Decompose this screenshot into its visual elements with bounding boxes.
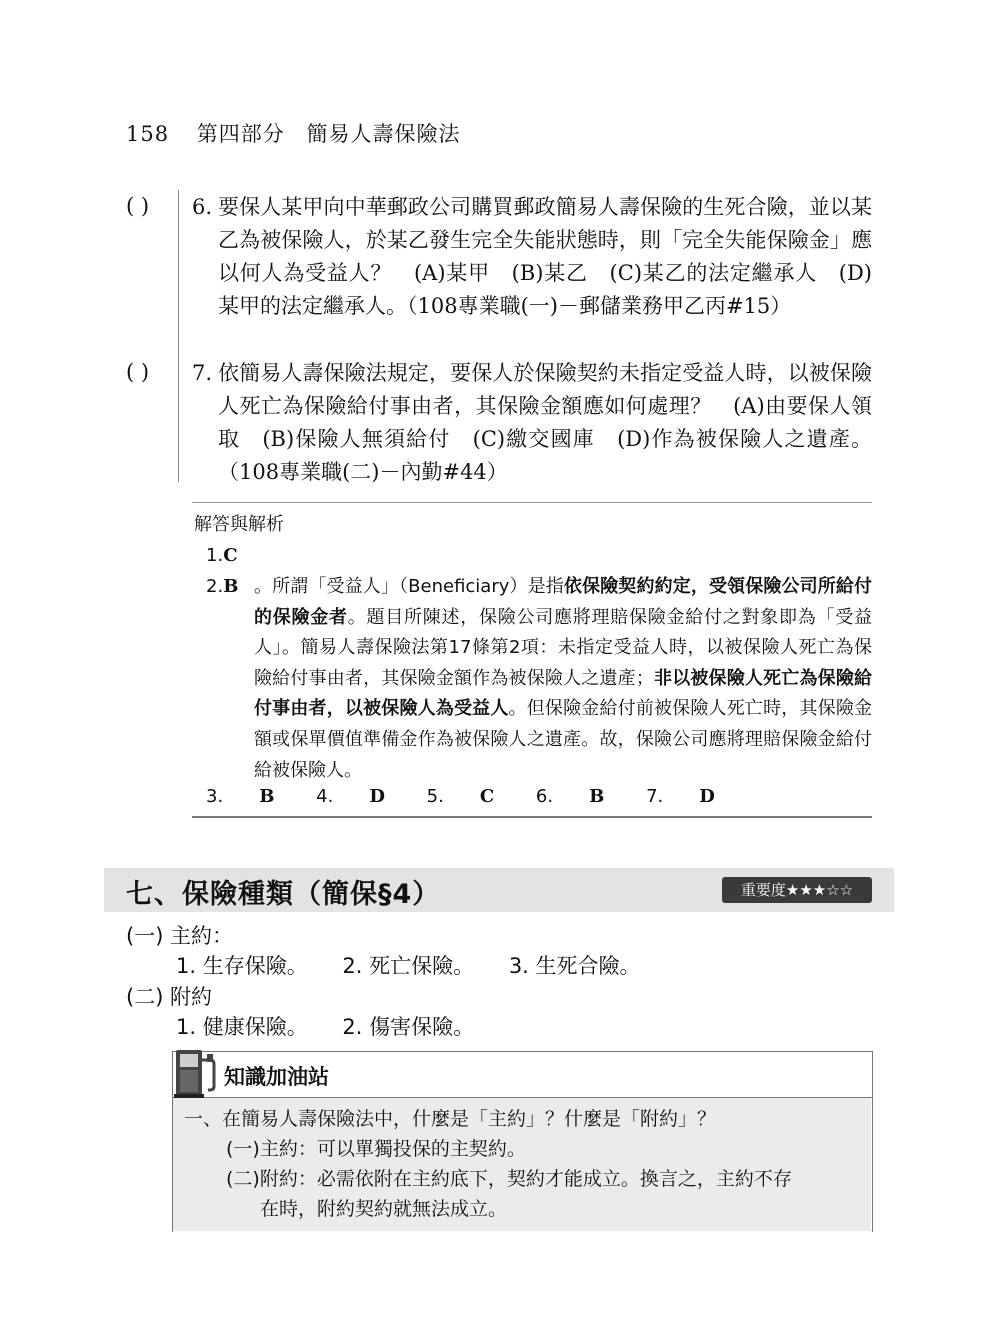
emphasis: 非以被保險人死亡為保險給付事由者，以被保險人為受益人 <box>254 667 873 720</box>
subsection-items <box>176 950 669 980</box>
divider <box>192 502 872 503</box>
answer-item: 3. B <box>206 786 275 807</box>
answer-item: 4. D <box>316 786 385 807</box>
importance-badge: 重要度★★★☆☆ <box>722 877 872 903</box>
answer-value: C <box>223 545 238 566</box>
list-item: 1. 健康保險。 <box>176 1015 308 1039</box>
chapter-title: 簡易人壽保險法 <box>306 122 461 146</box>
question-text: 依簡易人壽保險法規定，要保人於保險契約未指定受益人時，以被保險人死亡為保險給付事由者，其保險金額應如何處理？ (A)由要保人領取 (B)保險人無須給付 (C)繳交國庫 (D)作為被保險人之遺產。（108專業職(二)－內勤#44） <box>218 361 872 484</box>
answers-title: 解答與解析 <box>194 514 284 535</box>
question-7 <box>192 357 872 489</box>
emphasis: 依保險契約約定，受領保險公司所給付的保險金者 <box>254 576 872 628</box>
section-title: 七、保險種類（簡保§4） <box>126 879 441 910</box>
list-item: 2. 傷害保險。 <box>342 1015 475 1039</box>
answer-explanation: 。所謂「受益人」（Beneficiary）是指依保險契約約定，受領保險公司所給付的保險金者。題目所陳述，保險公司應將理賠保險金給付之對象即為「受益人」。簡易人壽保險法第17條第2項：未指定受益人時，以被保險人死亡為保險給付事由者，其保險金額作為被保險人之遺產；非以被保險人死亡為保險給付事由者，以被保險人為受益人。但保險金給付前被保險人死亡時，其保險金額或保單價值準備金作為被保險人之遺產。故，保險公司應將理賠保險金給付給被保險人。 <box>254 576 873 781</box>
answer-item: 7. D <box>646 786 715 807</box>
answer-item: 5. C <box>426 786 495 807</box>
answer-number: 1. <box>206 545 224 566</box>
question-divider <box>178 190 179 482</box>
list-item: 2. 死亡保險。 <box>342 954 475 978</box>
divider <box>192 816 872 818</box>
question-number: 7. <box>192 361 213 385</box>
subsection-label: (二) 附約 <box>126 985 213 1009</box>
knowledge-question: 一、在簡易人壽保險法中，什麼是「主約」？什麼是「附約」？ <box>184 1108 717 1130</box>
list-item: 1. 生存保險。 <box>176 954 308 978</box>
answer-row <box>206 786 751 807</box>
answer-label: 2.B <box>206 576 239 597</box>
question-text: 要保人某甲向中華郵政公司購買郵政簡易人壽保險的生死合險，並以某乙為被保險人，於某乙發生完全失能狀態時，則「完全失能保險金」應以何人為受益人？ (A)某甲 (B)某乙 (C)某乙的法定繼承人 (D)某甲的法定繼承人。（108專業職(一)－郵儲業務甲乙丙#15） <box>218 195 872 318</box>
list-item: 3. 生死合險。 <box>508 954 641 978</box>
answer-blank: ( ) <box>126 360 150 384</box>
knowledge-title: 知識加油站 <box>224 1065 329 1089</box>
answer-item: 6. B <box>535 786 605 807</box>
gas-pump-icon <box>174 1046 218 1098</box>
question-number: 6. <box>192 195 213 219</box>
question-6 <box>192 191 872 323</box>
answer-blank: ( ) <box>126 194 150 218</box>
subsection-label: (一) 主約： <box>126 924 234 948</box>
part-label: 第四部分 <box>196 122 285 146</box>
knowledge-item: 在時，附約契約就無法成立。 <box>260 1198 508 1220</box>
page-number: 158 <box>126 122 170 146</box>
answer-1 <box>206 545 238 566</box>
subsection-items <box>176 1011 502 1041</box>
answer-2 <box>206 572 872 786</box>
knowledge-item: (二)附約：必需依附在主約底下，契約才能成立。換言之，主約不存 <box>226 1168 792 1190</box>
knowledge-item: (一)主約：可以單獨投保的主契約。 <box>226 1138 526 1160</box>
page-header <box>126 118 460 148</box>
